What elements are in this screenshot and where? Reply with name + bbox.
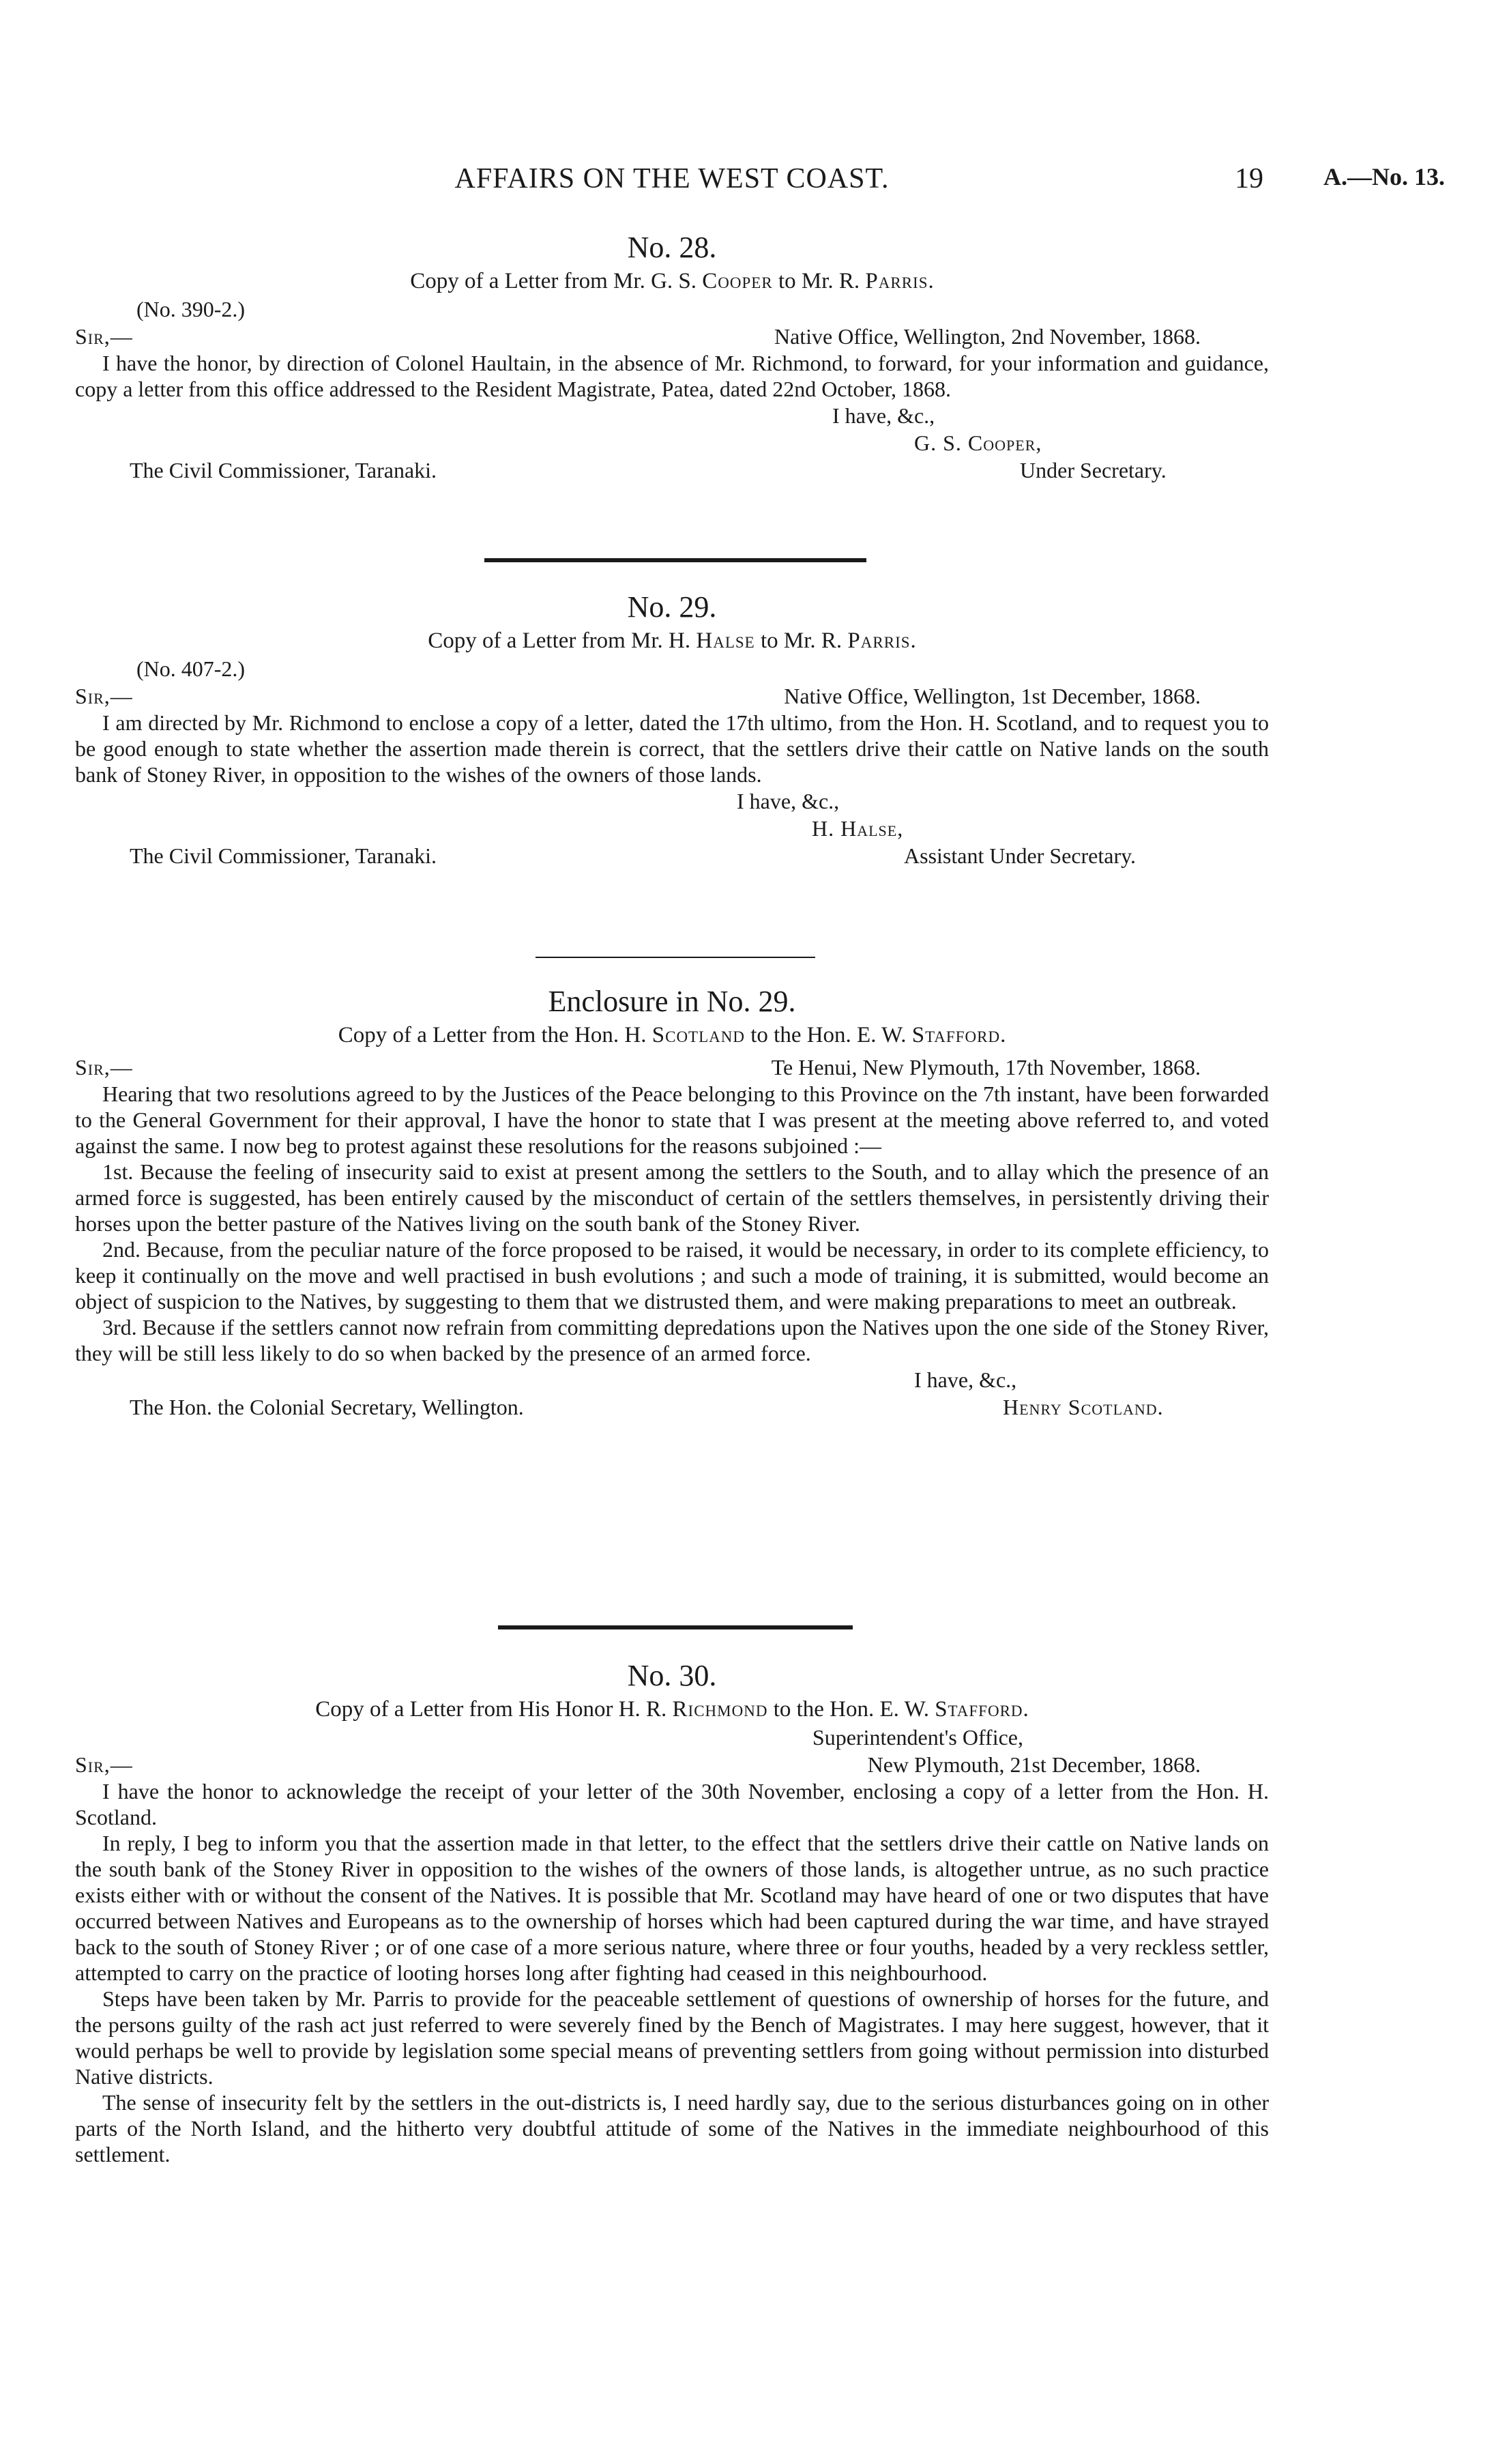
subtitle-text: to Mr. R. <box>772 269 866 293</box>
signer-title: Under Secretary. <box>1020 458 1167 482</box>
subtitle-text: . <box>910 628 916 653</box>
salutation-line <box>75 1054 1269 1081</box>
section-divider <box>484 558 866 562</box>
addressee: The Civil Commissioner, Taranaki. <box>130 843 437 868</box>
subtitle-text: Copy of a Letter from His Honor H. R. <box>315 1697 673 1722</box>
place-date: Te Henui, New Plymouth, 17th November, 1868. <box>771 1055 1201 1079</box>
salutation: Sir,— <box>75 1055 133 1079</box>
letter-subtitle <box>75 1021 1269 1049</box>
recipient-name: Parris <box>865 269 928 293</box>
place-date: Native Office, Wellington, 1st December, 1868. <box>784 684 1201 708</box>
subtitle-text: . <box>1023 1697 1029 1722</box>
closing: I have, &c., <box>737 789 840 813</box>
letter-paragraph: 3rd. Because if the settlers cannot now refrain from committing depredations upon the Natives upon the one side of the Stoney River, they will be still less likely to do so when backed by the presence of an armed force. <box>75 1315 1269 1365</box>
page-number: 19 <box>1235 163 1263 194</box>
subtitle-text: to Mr. R. <box>754 628 848 653</box>
closing: I have, &c., <box>914 1367 1017 1392</box>
document-page <box>75 0 1445 2464</box>
subtitle-text: to the Hon. E. W. <box>767 1697 935 1722</box>
subtitle-text: Copy of a Letter from Mr. H. <box>428 628 697 653</box>
subtitle-text: . <box>1000 1023 1006 1047</box>
paper-reference: A.—No. 13. <box>1323 163 1445 190</box>
signature-block <box>75 1366 1269 1421</box>
place-date: New Plymouth, 21st December, 1868. <box>867 1752 1201 1777</box>
enclosure-in-no-29 <box>75 983 1269 1421</box>
running-header <box>75 162 1445 203</box>
sender-name: Halse <box>696 628 755 653</box>
signature: H. Halse, <box>812 816 904 841</box>
letter-paragraph: Hearing that two resolutions agreed to by the Justices of the Peace belonging to this Province on the 7th instant, have been forwarded to the General Government for their approval, I have the honor to state that I was present at the meeting above referred to, and voted against the same. I now beg to protest against these resolutions for the reasons subjoined :— <box>75 1082 1269 1158</box>
salutation-line <box>75 323 1269 350</box>
letter-no-29 <box>75 588 1269 869</box>
signature-block <box>75 402 1269 484</box>
subtitle-text: . <box>928 269 934 293</box>
signature: G. S. Cooper, <box>914 431 1042 455</box>
addressee: The Civil Commissioner, Taranaki. <box>130 458 437 482</box>
office-line: Superintendent's Office, <box>812 1725 1023 1750</box>
sender-name: Richmond <box>672 1697 768 1722</box>
subtitle-text: Copy of a Letter from Mr. G. S. <box>410 269 703 293</box>
letter-subtitle <box>75 267 1269 295</box>
signer-title: Assistant Under Secretary. <box>904 843 1137 868</box>
letter-body: I have the honor, by direction of Colonel Haultain, in the absence of Mr. Richmond, to forward, for your information and guidance, copy a letter from this office addressed to the Resident Magistrate, Patea, dated 22nd October, 1868. <box>75 351 1269 401</box>
letter-heading: Enclosure in No. 29. <box>548 985 796 1018</box>
letter-subtitle <box>75 626 1269 655</box>
sender-name: Scotland <box>651 1023 745 1047</box>
recipient-name: Parris <box>847 628 911 653</box>
letter-paragraph: 2nd. Because, from the peculiar nature of the force proposed to be raised, it would be necessary, in order to its complete efficiency, to keep it continually on the move and well practised in bush evolutions ; and such a mode of training, it is submitted, would become an object of suspicion to the Natives, by suggesting to them that we distrusted them, and were making preparations to meet an outbreak. <box>75 1237 1269 1314</box>
signature: Henry Scotland. <box>1003 1395 1164 1419</box>
closing: I have, &c., <box>832 403 935 428</box>
letter-paragraph: I have the honor to acknowledge the receipt of your letter of the 30th November, enclosing a copy of a letter from the Hon. H. Scotland. <box>75 1779 1269 1829</box>
letter-reference: (No. 407-2.) <box>136 656 246 681</box>
addressee: The Hon. the Colonial Secretary, Wellington. <box>130 1395 524 1419</box>
letter-subtitle <box>75 1695 1269 1724</box>
salutation: Sir,— <box>75 684 133 708</box>
place-date: Native Office, Wellington, 2nd November, 1868. <box>774 324 1201 349</box>
letter-heading: No. 29. <box>627 590 717 624</box>
letter-heading: No. 30. <box>627 1659 717 1692</box>
sender-name: Cooper <box>702 269 773 293</box>
salutation: Sir,— <box>75 324 133 349</box>
section-divider <box>536 957 815 958</box>
salutation-line <box>75 682 1269 710</box>
letter-paragraph: 1st. Because the feeling of insecurity said to exist at present among the settlers to the South, and to allay which the presence of an armed force is suggested, has been entirely caused by the misconduct of certain of the settlers themselves, in persistently driving their horses upon the better pasture of the Natives living on the south bank of the Stoney River. <box>75 1159 1269 1236</box>
section-divider <box>498 1625 853 1629</box>
salutation: Sir,— <box>75 1752 133 1777</box>
subtitle-text: to the Hon. E. W. <box>744 1023 912 1047</box>
letter-heading: No. 28. <box>627 231 717 264</box>
letter-reference: (No. 390-2.) <box>136 297 246 321</box>
salutation-line <box>75 1751 1269 1778</box>
recipient-name: Stafford <box>911 1023 1001 1047</box>
letter-body: I am directed by Mr. Richmond to enclose a copy of a letter, dated the 17th ultimo, from the Hon. H. Scotland, and to request you to be good enough to state whether the assertion made therein is correct, that the settlers drive their cattle on Native lands on the south bank of Stoney River, in opposition to the wishes of the owners of those lands. <box>75 710 1269 787</box>
letter-paragraph: Steps have been taken by Mr. Parris to provide for the peaceable settlement of questions of ownership of horses for the future, and the persons guilty of the rash act just referred to were severely fined by the Bench of Magistrates. I may here suggest, however, that it would perhaps be well to provide by legislation some special means of preventing settlers from going without permission into disturbed Native districts. <box>75 1986 1269 2089</box>
letter-no-28 <box>75 229 1269 484</box>
signature-block <box>75 787 1269 869</box>
subtitle-text: Copy of a Letter from the Hon. H. <box>338 1023 652 1047</box>
letter-no-30 <box>75 1657 1269 2167</box>
letter-paragraph: The sense of insecurity felt by the settlers in the out-districts is, I need hardly say, due to the serious disturbances going on in other parts of the North Island, and the hitherto very doubtful attitude of some of the Natives in the immediate neighbourhood of this settlement. <box>75 2090 1269 2166</box>
running-title: AFFAIRS ON THE WEST COAST. <box>454 163 890 194</box>
letter-paragraph: In reply, I beg to inform you that the assertion made in that letter, to the effect that the settlers drive their cattle on Native lands on the south bank of the Stoney River in opposition to the wishes of the owners of those lands, is altogether untrue, as no such practice exists either with or without the consent of the Natives. It is possible that Mr. Scotland may have heard of one or two disputes that have occurred between Natives and Europeans as to the ownership of horses which had been captured during the war time, and have strayed back to the south of Stoney River ; or of one case of a more serious nature, where three or four youths, headed by a very reckless settler, attempted to carry on the practice of looting horses long after fighting had ceased in this neighbourhood. <box>75 1831 1269 1985</box>
recipient-name: Stafford <box>935 1697 1023 1722</box>
